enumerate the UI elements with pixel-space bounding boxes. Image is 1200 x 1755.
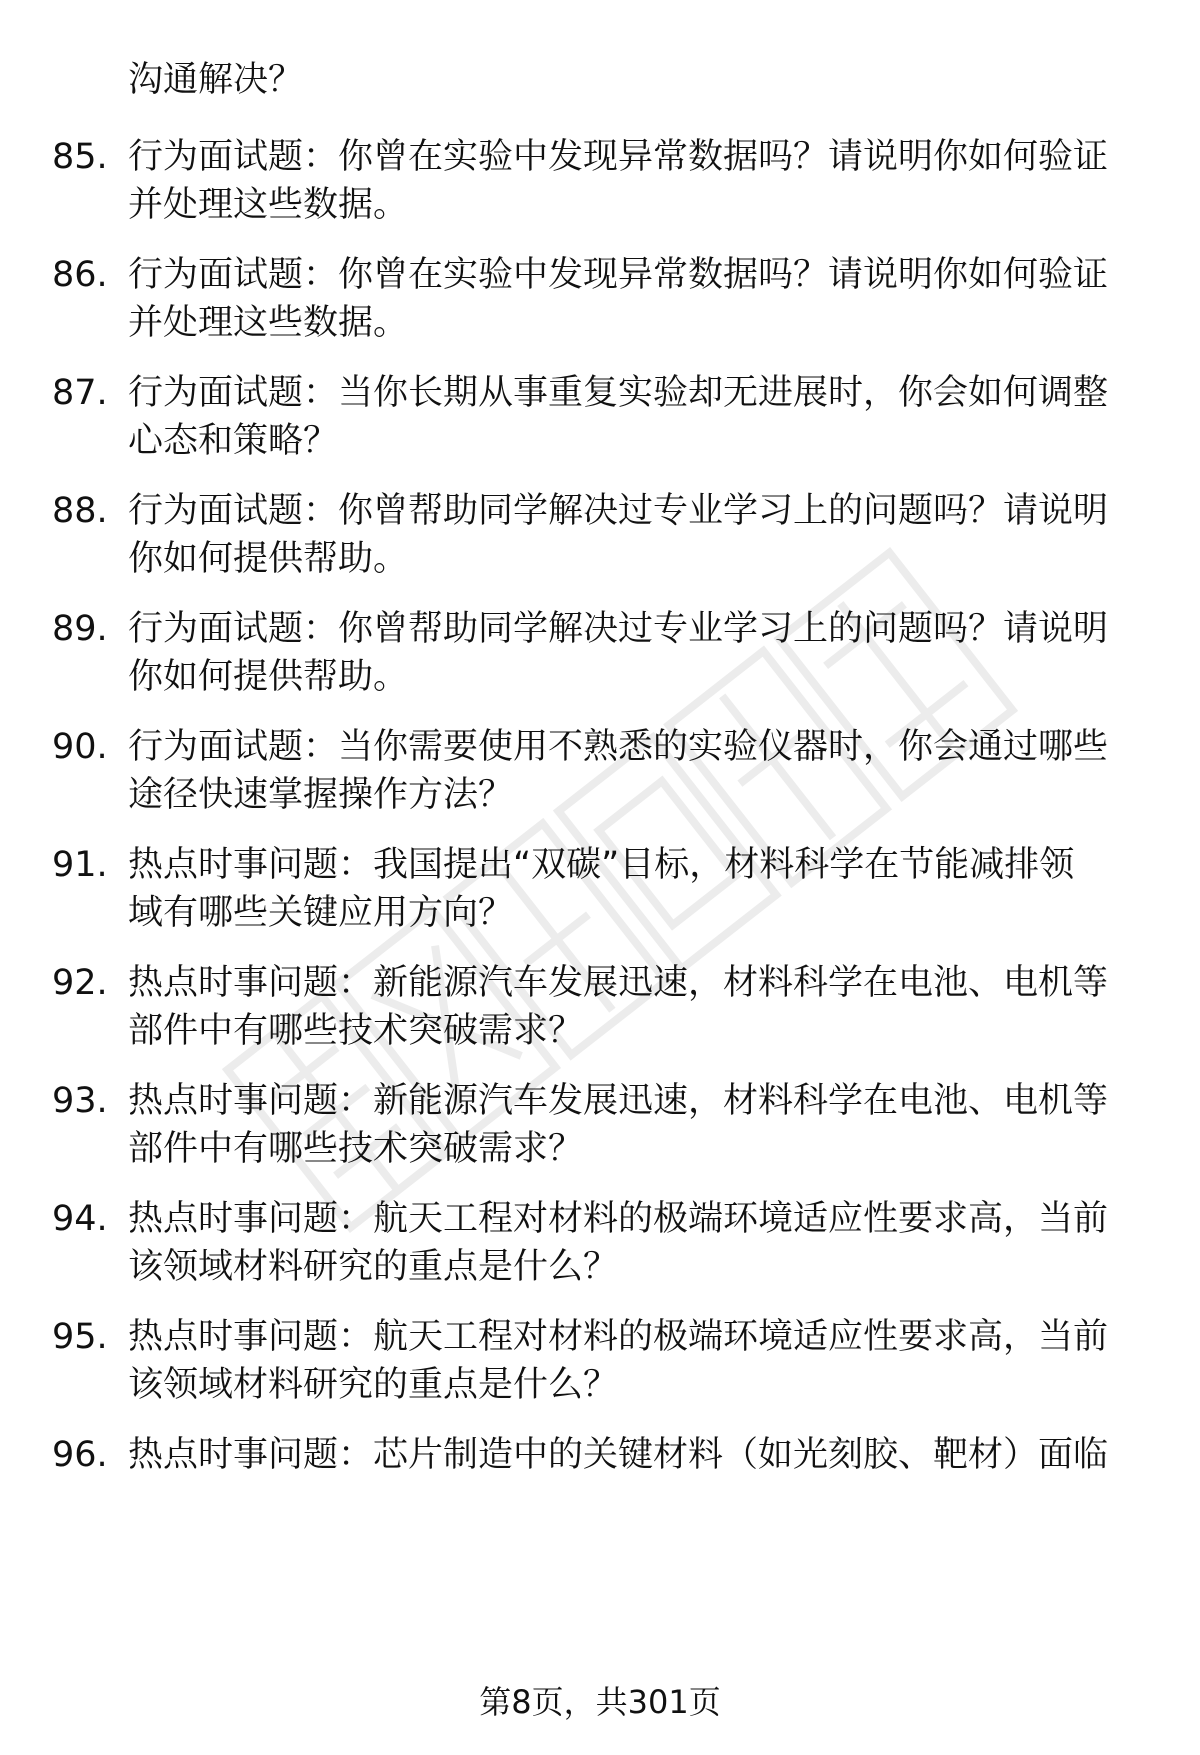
question-text-line2: 你如何提供帮助。 xyxy=(128,539,409,579)
question-number: 90. xyxy=(52,727,108,767)
question-number: 96. xyxy=(52,1435,108,1475)
question-text-line2: 该领域材料研究的重点是什么？ xyxy=(128,1247,619,1287)
question-text-line1: 热点时事问题：芯片制造中的关键材料（如光刻胶、靶材）面临 xyxy=(128,1435,1109,1475)
question-number: 95. xyxy=(52,1317,108,1357)
question-text-line1: 行为面试题：你曾帮助同学解决过专业学习上的问题吗？请说明 xyxy=(128,491,1109,531)
question-item-96 xyxy=(0,1431,1200,1541)
question-item-91 xyxy=(0,841,1200,951)
question-item-86 xyxy=(0,251,1200,361)
question-text-line1: 行为面试题：当你需要使用不熟悉的实验仪器时，你会通过哪些 xyxy=(128,727,1109,767)
question-number: 87. xyxy=(52,373,108,413)
question-text-line2: 域有哪些关键应用方向？ xyxy=(128,893,514,933)
question-text-line2: 心态和策略？ xyxy=(128,421,339,461)
question-number: 85. xyxy=(52,137,108,177)
question-text-line1: 行为面试题：你曾在实验中发现异常数据吗？请说明你如何验证 xyxy=(128,137,1109,177)
continuation-text: 沟通解决？ xyxy=(128,60,304,100)
question-number: 92. xyxy=(52,963,108,1003)
question-number: 93. xyxy=(52,1081,108,1121)
question-number: 88. xyxy=(52,491,108,531)
question-text-line1: 行为面试题：当你长期从事重复实验却无进展时，你会如何调整 xyxy=(128,373,1109,413)
question-item-92 xyxy=(0,959,1200,1069)
question-number: 94. xyxy=(52,1199,108,1239)
question-number: 91. xyxy=(52,845,108,885)
question-item-89 xyxy=(0,605,1200,715)
question-text-line2: 部件中有哪些技术突破需求？ xyxy=(128,1129,584,1169)
question-item-88 xyxy=(0,487,1200,597)
question-item-85 xyxy=(0,133,1200,243)
question-item-87 xyxy=(0,369,1200,479)
question-item-90 xyxy=(0,723,1200,833)
question-text-line1: 行为面试题：你曾在实验中发现异常数据吗？请说明你如何验证 xyxy=(128,255,1109,295)
question-text-line1: 热点时事问题：航天工程对材料的极端环境适应性要求高，当前 xyxy=(128,1317,1109,1357)
question-text-line1: 热点时事问题：航天工程对材料的极端环境适应性要求高，当前 xyxy=(128,1199,1109,1239)
question-number: 89. xyxy=(52,609,108,649)
question-text-line1: 行为面试题：你曾帮助同学解决过专业学习上的问题吗？请说明 xyxy=(128,609,1109,649)
question-text-line1: 热点时事问题：我国提出“双碳”目标，材料科学在节能减排领 xyxy=(128,845,1075,885)
question-text-line2: 并处理这些数据。 xyxy=(128,185,409,225)
page-footer: 第8页，共301页 xyxy=(479,1683,721,1721)
question-item-94 xyxy=(0,1195,1200,1305)
question-item-95 xyxy=(0,1313,1200,1423)
question-text-line2: 途径快速掌握操作方法？ xyxy=(128,775,514,815)
question-text-line1: 热点时事问题：新能源汽车发展迅速，材料科学在电池、电机等 xyxy=(128,1081,1109,1121)
question-text-line2: 并处理这些数据。 xyxy=(128,303,409,343)
question-text-line2: 该领域材料研究的重点是什么？ xyxy=(128,1365,619,1405)
question-text-line2: 部件中有哪些技术突破需求？ xyxy=(128,1011,584,1051)
question-item-93 xyxy=(0,1077,1200,1187)
question-number: 86. xyxy=(52,255,108,295)
question-text-line2: 你如何提供帮助。 xyxy=(128,657,409,697)
question-text-line1: 热点时事问题：新能源汽车发展迅速，材料科学在电池、电机等 xyxy=(128,963,1109,1003)
